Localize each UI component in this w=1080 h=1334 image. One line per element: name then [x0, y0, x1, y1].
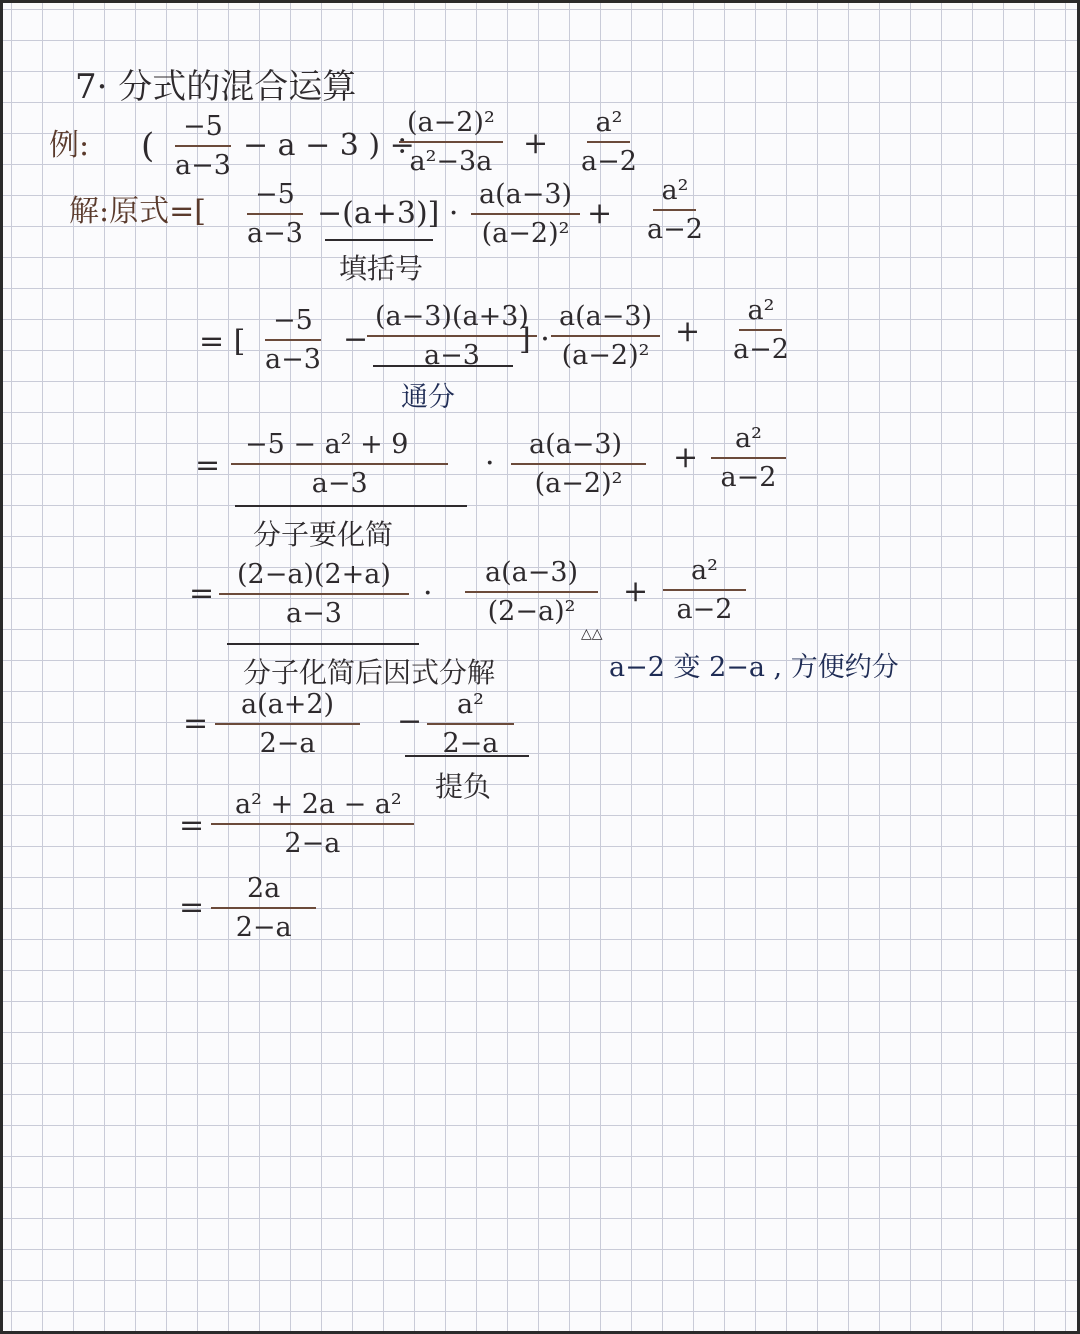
- step6-fraction-1: [211, 789, 414, 859]
- example-fraction-1: [167, 111, 239, 181]
- underline: [235, 505, 467, 507]
- step5-equals: =: [183, 706, 209, 741]
- step2-fraction-3: [551, 301, 660, 371]
- denominator: a−3: [175, 150, 231, 182]
- step4-plus: +: [623, 574, 649, 609]
- step3-equals: =: [195, 448, 221, 483]
- step4-fraction-2: [465, 557, 598, 627]
- step1-note: 填括号: [339, 252, 424, 285]
- numerator: a²: [587, 107, 630, 143]
- step2-plus: +: [675, 314, 701, 349]
- step5-minus: −: [397, 704, 423, 739]
- step1-plus: +: [587, 196, 613, 231]
- denominator: (a−2)²: [481, 218, 570, 250]
- denominator: a−2: [581, 146, 637, 178]
- denominator: 2−a: [442, 728, 499, 760]
- example-fraction-2: [399, 107, 503, 177]
- denominator: a−3: [311, 468, 368, 500]
- step7-equals: =: [179, 890, 205, 925]
- numerator: a(a−3): [471, 179, 580, 215]
- step4-dot: ·: [423, 576, 433, 611]
- example-open-paren: (: [141, 126, 155, 166]
- numerator: −5 − a² + 9: [231, 429, 448, 465]
- denominator: 2−a: [235, 912, 292, 944]
- example-fraction-3: [573, 107, 645, 177]
- step4-marks: △△: [581, 626, 603, 642]
- step1-middle: −(a+3)] ·: [317, 196, 459, 231]
- underline: [405, 755, 529, 757]
- numerator: (a−3)(a+3): [367, 301, 537, 337]
- denominator: a−3: [265, 344, 321, 376]
- step4-note: 分子化简后因式分解: [243, 656, 496, 689]
- step2-note: 通分: [401, 382, 455, 413]
- denominator: a−3: [247, 218, 303, 250]
- underline: [227, 643, 419, 645]
- numerator: a(a−3): [511, 429, 646, 465]
- step2-fraction-4: [725, 295, 797, 365]
- step1-fraction-3: [639, 175, 711, 245]
- numerator: 2a: [211, 873, 316, 909]
- numerator: (2−a)(2+a): [219, 559, 409, 595]
- step4-fraction-1: [219, 559, 409, 629]
- step4-equals: =: [189, 576, 215, 611]
- step2-minus: −: [343, 322, 369, 357]
- numerator: −5: [265, 305, 321, 341]
- numerator: a² + 2a − a²: [211, 789, 414, 825]
- denominator: a−2: [647, 214, 703, 246]
- example-plus: +: [523, 126, 549, 161]
- example-label: 例:: [49, 128, 90, 163]
- numerator: −5: [175, 111, 231, 147]
- page-title: 7· 分式的混合运算: [75, 67, 357, 107]
- step3-fraction-2: [511, 429, 646, 499]
- denominator: a−3: [424, 340, 480, 372]
- step2-fraction-1: [257, 305, 329, 375]
- step3-dot: ·: [485, 446, 495, 481]
- step4-fraction-3: [663, 555, 746, 625]
- denominator: (2−a)²: [487, 596, 576, 628]
- example-middle: − a − 3 ) ÷: [243, 128, 415, 163]
- step2-fraction-2: [367, 301, 537, 371]
- numerator: −5: [247, 179, 303, 215]
- denominator: a−2: [676, 594, 733, 626]
- denominator: (a−2)²: [534, 468, 623, 500]
- step5-note: 提负: [435, 770, 492, 803]
- denominator: 2−a: [259, 728, 316, 760]
- step1-fraction-2: [471, 179, 580, 249]
- underline: [325, 239, 433, 241]
- denominator: a−2: [720, 462, 777, 494]
- numerator: a²: [663, 555, 746, 591]
- solution-label: 解:原式=[: [69, 194, 206, 229]
- numerator: a²: [653, 175, 696, 211]
- numerator: a(a−3): [551, 301, 660, 337]
- step6-equals: =: [179, 808, 205, 843]
- step7-fraction-1: [211, 873, 316, 943]
- step2-middle: ] ·: [519, 322, 550, 357]
- numerator: a(a−3): [465, 557, 598, 593]
- numerator: a(a+2): [215, 689, 360, 725]
- denominator: (a−2)²: [561, 340, 650, 372]
- step3-note: 分子要化简: [253, 518, 394, 551]
- numerator: a²: [739, 295, 782, 331]
- numerator: a²: [427, 689, 514, 725]
- denominator: a−3: [286, 598, 342, 630]
- step3-fraction-3: [711, 423, 786, 493]
- numerator: a²: [711, 423, 786, 459]
- step1-fraction-1: [239, 179, 311, 249]
- step2-equals: = [: [199, 324, 246, 359]
- numerator: (a−2)²: [399, 107, 503, 143]
- step3-plus: +: [673, 440, 699, 475]
- underline: [373, 365, 513, 367]
- denominator: a−2: [733, 334, 789, 366]
- denominator: 2−a: [284, 828, 341, 860]
- step5-fraction-1: [215, 689, 360, 759]
- step5-fraction-2: [427, 689, 514, 759]
- step3-fraction-1: [231, 429, 448, 499]
- step4-side-note: a−2 变 2−a , 方便约分: [609, 652, 899, 683]
- denominator: a²−3a: [409, 146, 493, 178]
